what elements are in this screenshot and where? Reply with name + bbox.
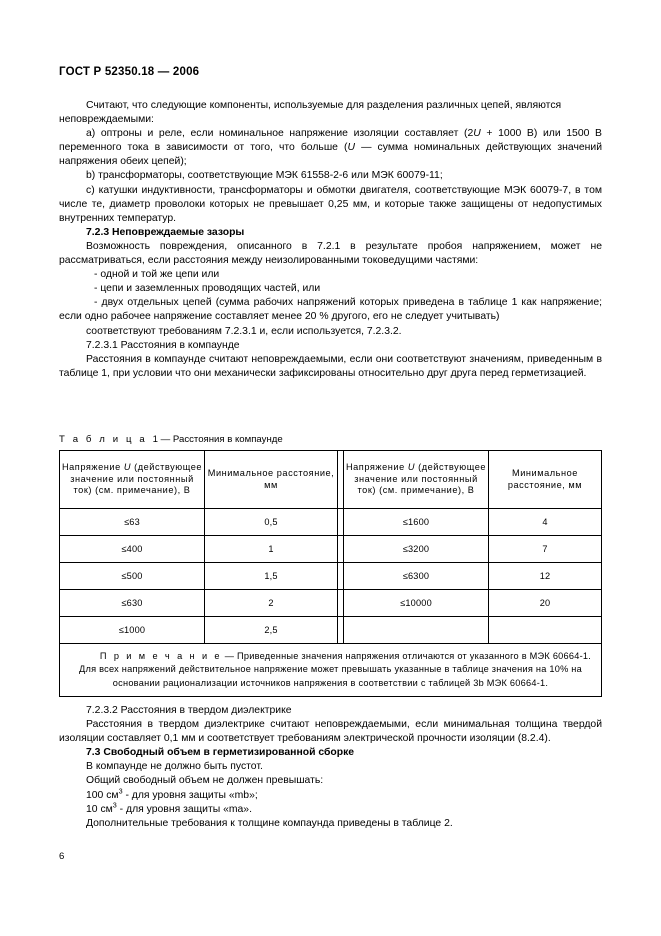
paragraph-volume-ma bbox=[59, 800, 602, 817]
cell-voltage-right: ≤3200 bbox=[344, 536, 489, 563]
header-voltage-left-post: (действующее значение или постоянный ток) (см. примечание), В bbox=[70, 462, 203, 496]
header-distance-right-text: Минимальное расстояние, мм bbox=[507, 467, 583, 490]
cell-voltage-right: ≤1600 bbox=[344, 509, 489, 536]
cell-voltage-right: ≤10000 bbox=[344, 590, 489, 617]
cell-voltage-left: ≤500 bbox=[60, 563, 205, 590]
paragraph-conformance-text: соответствуют требованиям 7.2.3.1 и, если используется, 7.2.3.2. bbox=[86, 325, 402, 337]
table-row bbox=[60, 536, 602, 563]
volume-mb-post: - для уровня защиты «mb»; bbox=[122, 789, 258, 801]
cell-voltage-left: ≤400 bbox=[60, 536, 205, 563]
page-number-text: 6 bbox=[59, 851, 65, 862]
cell-distance-right: 20 bbox=[489, 590, 602, 617]
table-caption-number: 1 bbox=[152, 434, 158, 445]
cell-voltage-left: ≤1000 bbox=[60, 617, 205, 644]
page-number bbox=[59, 851, 64, 862]
paragraph-additional-reqs-text: Дополнительные требования к толщине компаунда приведены в таблице 2. bbox=[86, 817, 453, 829]
cell-distance-left: 0,5 bbox=[205, 509, 338, 536]
paragraph-7-2-3-intro-text: Возможность повреждения, описанного в 7.2.1 в результате пробоя напряжением, может не рассматриваться, если расстояния между неизолированными токоведущими частями: bbox=[59, 240, 602, 267]
document-header-text: ГОСТ Р 52350.18 — 2006 bbox=[59, 66, 200, 78]
paragraph-volume-mb bbox=[59, 786, 602, 803]
header-distance-right bbox=[489, 451, 602, 509]
cell-distance-right: 12 bbox=[489, 563, 602, 590]
list-item-dash-1 bbox=[59, 268, 602, 282]
heading-7-2-3-1 bbox=[59, 339, 602, 353]
dash-2-text: - цепи и заземленных проводящих частей, или bbox=[94, 283, 321, 295]
table-row bbox=[60, 590, 602, 617]
paragraph-free-volume-text: Общий свободный объем не должен превышать: bbox=[86, 775, 324, 787]
table-caption bbox=[59, 434, 283, 445]
paragraph-conformance bbox=[59, 325, 602, 339]
document-header bbox=[59, 66, 199, 78]
paragraph-7-2-3-2-text: Расстояния в твердом диэлектрике считают неповреждаемыми, если минимальная толщина твердой изоляции составляет 0,1 мм и соответствует требованиям электрической прочности изоляции (8.2.4). bbox=[59, 719, 602, 745]
volume-ma-pre: 10 см bbox=[86, 803, 113, 815]
paragraph-intro-line2: неповреждаемыми: bbox=[59, 114, 154, 126]
cell-voltage-left: ≤63 bbox=[60, 509, 205, 536]
header-distance-left bbox=[205, 451, 338, 509]
cell-distance-left: 2,5 bbox=[205, 617, 338, 644]
paragraph-item-b bbox=[59, 169, 602, 183]
cell-distance-right: 7 bbox=[489, 536, 602, 563]
paragraph-no-voids-text: В компаунде не должно быть пустот. bbox=[86, 761, 263, 773]
header-voltage-right-post: (действующее значение или постоянный ток) (см. примечание), В bbox=[354, 462, 487, 496]
heading-7-3-text: 7.3 Свободный объем в герметизированной сборке bbox=[86, 747, 355, 759]
header-voltage-right-symbol: U bbox=[407, 462, 416, 473]
header-distance-left-text: Минимальное расстояние, мм bbox=[207, 467, 335, 490]
table-caption-title: — Расстояния в компаунде bbox=[160, 434, 283, 445]
table-header-row bbox=[60, 451, 602, 509]
item-a-symbol-u2: U bbox=[347, 142, 355, 154]
cell-distance-left: 1,5 bbox=[205, 563, 338, 590]
header-voltage-right bbox=[344, 451, 489, 509]
paragraph-intro-cont bbox=[59, 113, 602, 127]
paragraph-additional-reqs bbox=[59, 817, 602, 831]
paragraph-7-2-3-1-text: Расстояния в компаунде считают неповреждаемыми, если они соответствуют значениям, приведенным в таблице 1, при условии что они механически зафиксированы относительно друг друга перед герметизацией. bbox=[59, 353, 602, 379]
item-b-text: b) трансформаторы, соответствующие МЭК 61558-2-6 или МЭК 60079-11; bbox=[86, 170, 443, 182]
paragraph-item-a bbox=[59, 127, 602, 169]
table-row bbox=[60, 617, 602, 644]
header-voltage-left-pre: Напряжение bbox=[61, 462, 124, 473]
list-item-dash-3 bbox=[59, 296, 602, 324]
table-note-row bbox=[60, 644, 602, 697]
note-text: — Приведенные значения напряжения отличаются от указанного в МЭК 60664-1. Для всех напряжений действительное напряжение может превышать указанные в таблице значения на 10% на основании рационализации источников напряжения в соответствии с таблицей 3b МЭК 60664-1. bbox=[79, 650, 592, 688]
cell-voltage-left: ≤630 bbox=[60, 590, 205, 617]
body-text-block bbox=[59, 99, 602, 381]
table-note bbox=[60, 644, 602, 697]
volume-mb-superscript: 3 bbox=[118, 786, 123, 796]
table-1-wrapper bbox=[59, 450, 601, 697]
paragraph-no-voids bbox=[59, 760, 602, 774]
table-row bbox=[60, 509, 602, 536]
dash-1-text: - одной и той же цепи или bbox=[94, 269, 220, 281]
table-1 bbox=[59, 450, 602, 697]
cell-voltage-right bbox=[344, 617, 489, 644]
paragraph-7-2-3-2-body bbox=[59, 718, 602, 746]
item-a-symbol-u1: U bbox=[473, 128, 481, 140]
header-voltage-left-symbol: U bbox=[123, 462, 132, 473]
paragraph-intro bbox=[59, 99, 602, 113]
heading-7-2-3-2-text: 7.2.3.2 Расстояния в твердом диэлектрике bbox=[86, 705, 292, 716]
item-a-post: — сумма номинальных действующих значений напряжения обеих цепей); bbox=[59, 142, 602, 168]
table-row bbox=[60, 563, 602, 590]
cell-distance-right bbox=[489, 617, 602, 644]
cell-distance-right: 4 bbox=[489, 509, 602, 536]
paragraph-7-2-3-intro bbox=[59, 240, 602, 268]
heading-7-2-3-1-text: 7.2.3.1 Расстояния в компаунде bbox=[86, 339, 240, 351]
dash-3-text: - двух отдельных цепей (сумма рабочих напряжений которых приведена в таблице 1 как напряжение; если одно рабочее напряжение составляет менее 20 % другого, его не следует учитывать) bbox=[59, 297, 602, 323]
note-label: П р и м е ч а н и е bbox=[99, 650, 222, 661]
heading-7-2-3-text: 7.2.3 Неповреждаемые зазоры bbox=[86, 226, 245, 238]
heading-7-2-3 bbox=[59, 226, 602, 240]
header-voltage-left bbox=[60, 451, 205, 509]
paragraph-free-volume bbox=[59, 774, 602, 788]
after-table-text-block bbox=[59, 704, 602, 831]
heading-7-3 bbox=[59, 746, 602, 760]
item-a-pre: а) оптроны и реле, если номинальное напряжение изоляции составляет (2 bbox=[86, 128, 474, 140]
paragraph-intro-line1: Считают, что следующие компоненты, используемые для разделения различных цепей, являются bbox=[86, 100, 562, 111]
volume-mb-pre: 100 см bbox=[86, 789, 119, 801]
heading-7-2-3-2 bbox=[59, 704, 602, 718]
cell-voltage-right: ≤6300 bbox=[344, 563, 489, 590]
volume-ma-superscript: 3 bbox=[112, 800, 117, 810]
list-item-dash-2 bbox=[59, 282, 602, 296]
paragraph-item-c bbox=[59, 184, 602, 226]
item-a-mid: + 1000 В) или 1500 В переменного тока в зависимости от того, что больше ( bbox=[59, 128, 602, 154]
cell-distance-left: 1 bbox=[205, 536, 338, 563]
header-voltage-right-pre: Напряжение bbox=[345, 462, 408, 473]
item-c-text: с) катушки индуктивности, трансформаторы и обмотки двигателя, соответствующие МЭК 60079-7, в том числе те, диаметр проволоки которых не превышает 0,25 мм, и которые также защищены от недопустимых внутренних температур. bbox=[59, 184, 602, 224]
volume-ma-post: - для уровня защиты «ma». bbox=[116, 803, 252, 815]
cell-distance-left: 2 bbox=[205, 590, 338, 617]
paragraph-7-2-3-1-body bbox=[59, 353, 602, 381]
table-caption-label: Т а б л и ц а bbox=[59, 434, 148, 445]
